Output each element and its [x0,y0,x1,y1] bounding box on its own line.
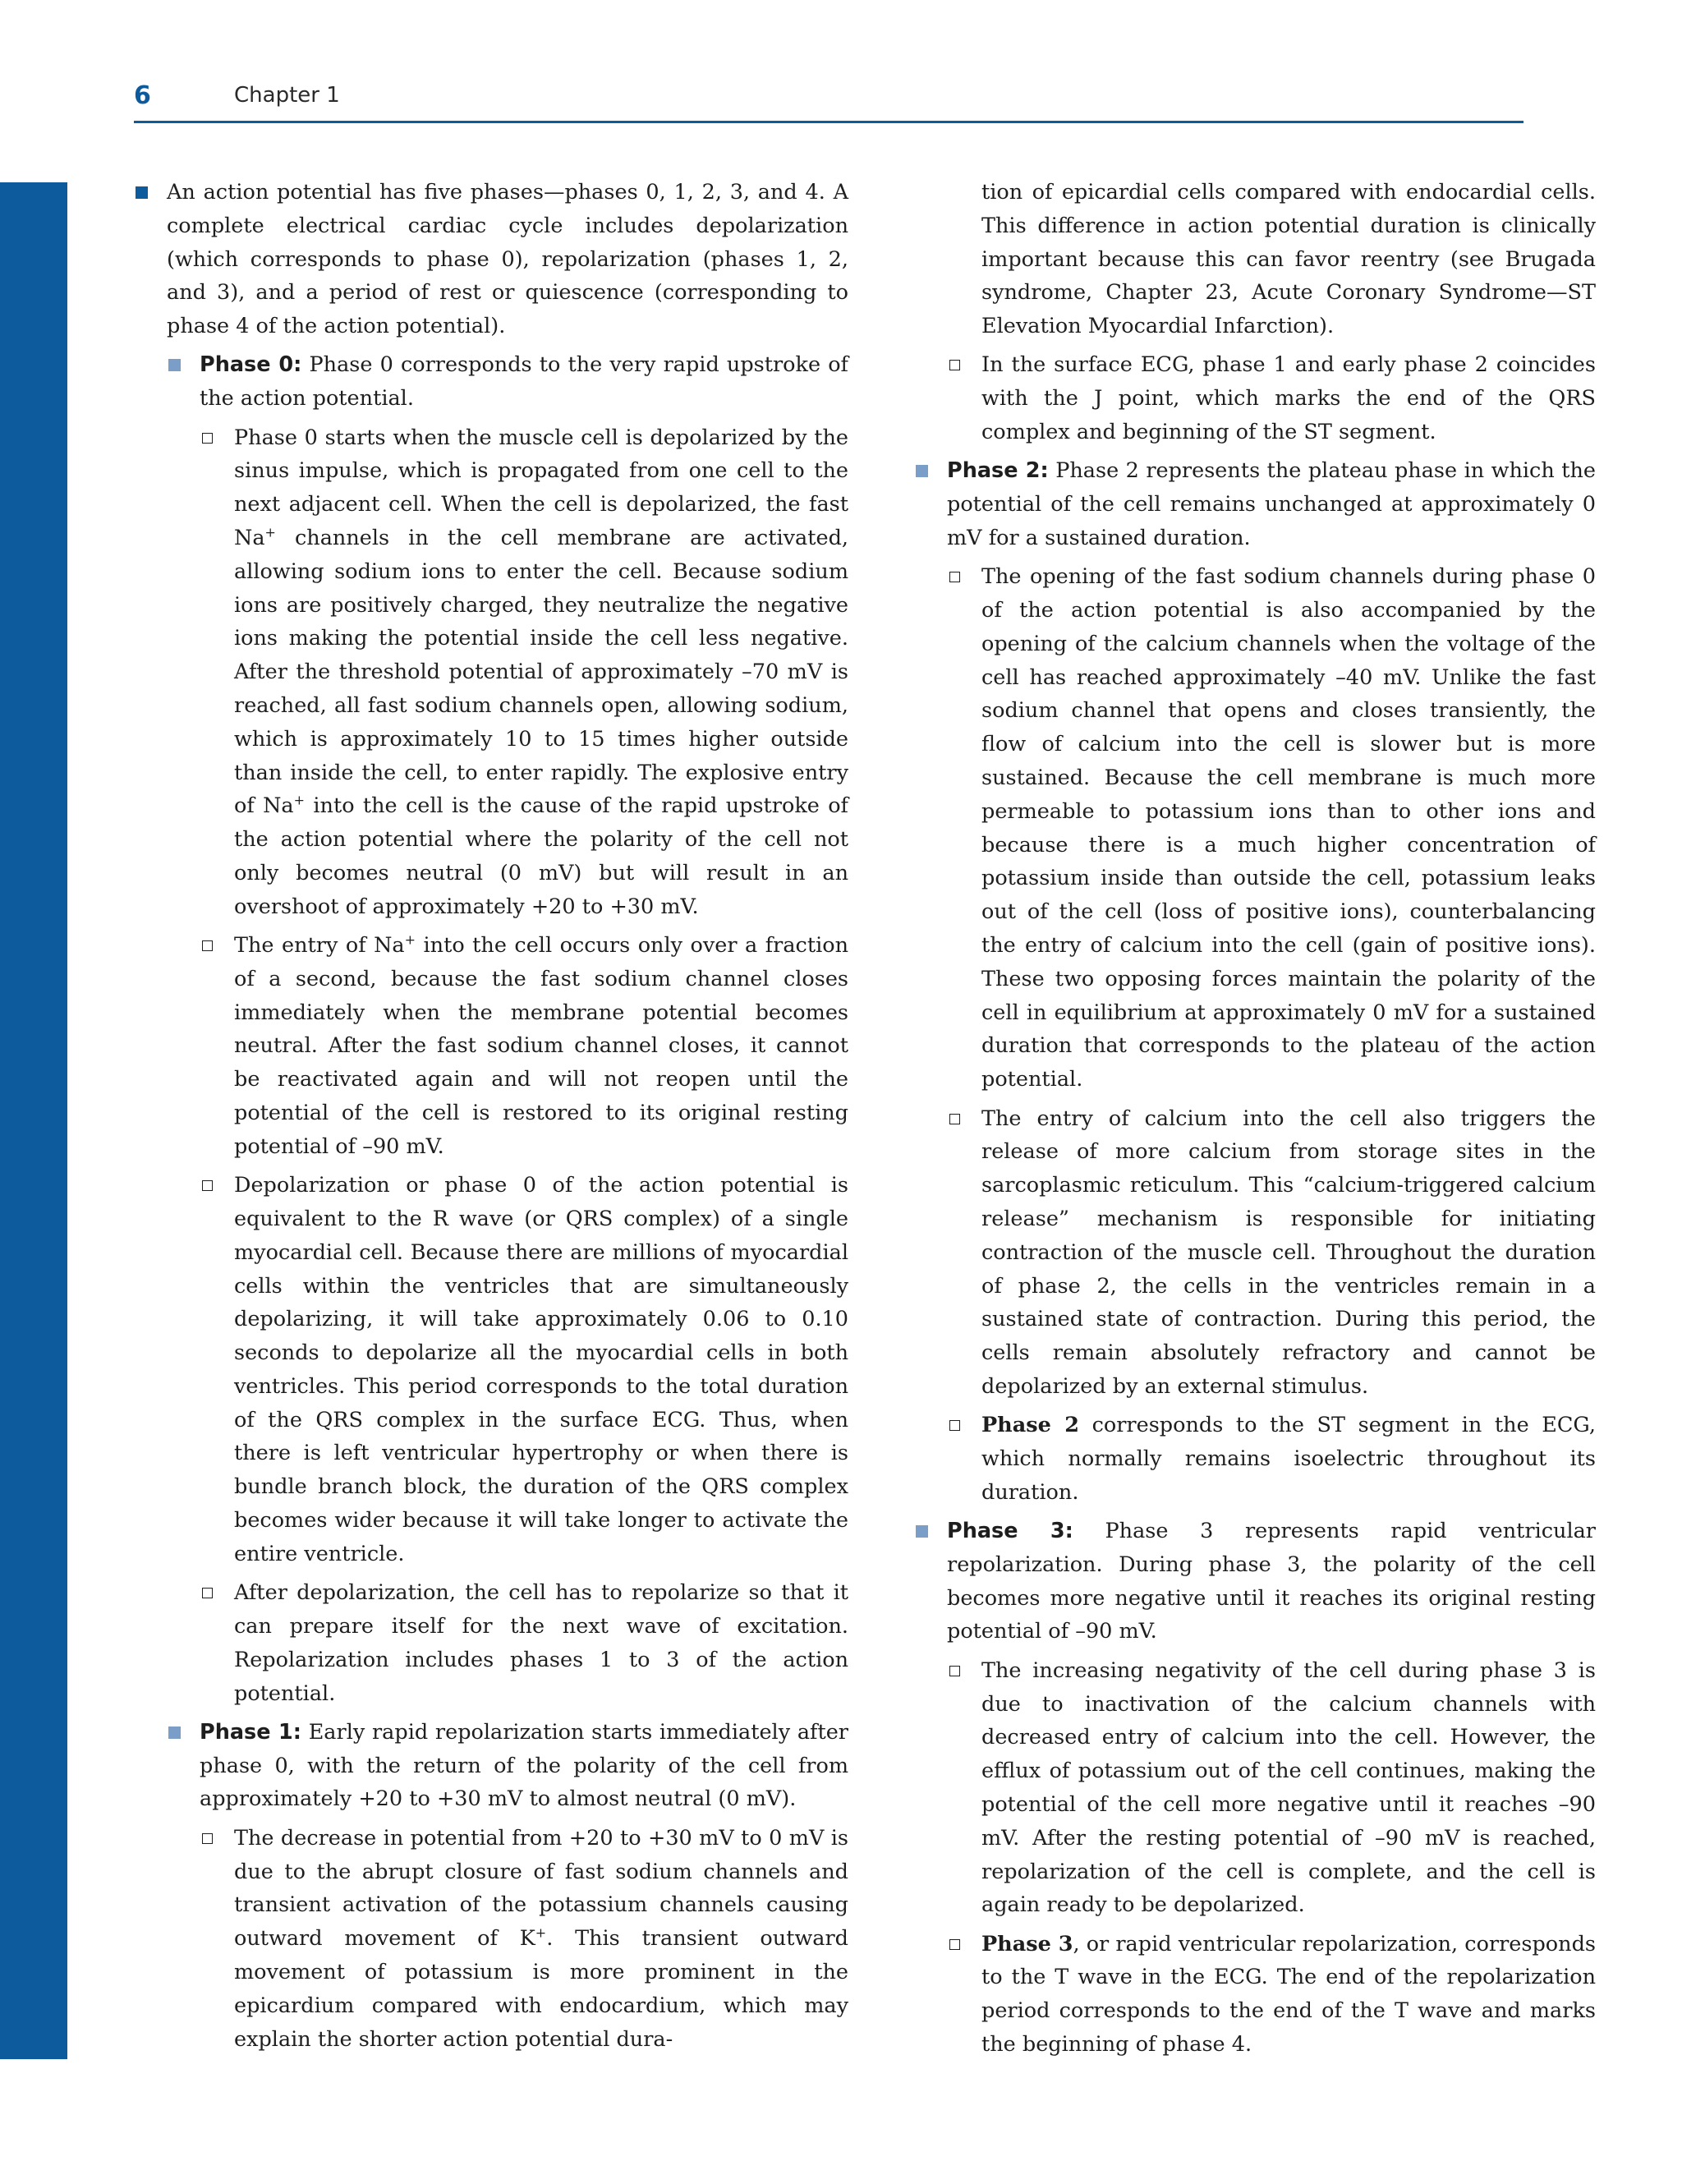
paragraph-text: The decrease in potential from +20 to +30 mV to 0 mV is due to the abrupt closure of fast sodium channels and transient activation of the potassium channels causing outward movement of K [234,1825,848,1952]
checkbox-square-icon [949,360,960,370]
superscript: + [535,1924,547,1941]
paragraph-text: corresponds to the ST segment in the ECG, which normally remains isoelectric throughout its duration. [981,1413,1596,1505]
phase-heading: Phase 3: [947,1519,1073,1544]
paragraph-text: The entry of Na [234,933,405,959]
chapter-side-tab [0,182,67,2059]
superscript: + [293,792,306,808]
paragraph-text: The entry of calcium into the cell also triggers the release of more calcium from storage sites in the sarcoplasmic reticulum. This “calcium-triggered calcium release” mechanism is responsible for initiating contraction of the muscle cell. Throughout the duration of phase 2, the cells in the ventricles remain in a sustained state of contraction. During this period, the cells remain absolutely refractory and cannot be depolarized by an external stimulus. [981,1106,1596,1399]
list-item [881,560,1596,1097]
list-item [134,348,848,416]
page-header [134,78,1523,123]
bullet-square-icon [168,359,181,371]
paragraph-text: channels in the cell membrane are activated, allowing sodium ions to enter the cell. Because sodium ions are positively charged, they neutralize the negative ions making the potential inside the cell less negative. After the threshold potential of approximately –70 mV is reached, all fast sodium channels open, allowing sodium, which is approximately 10 to 15 times higher outside than inside the cell, to enter rapidly. The explosive entry of Na [234,525,848,819]
bullet-square-icon [168,1727,181,1739]
paragraph-text: An action potential has five phases—phases 0, 1, 2, 3, and 4. A complete electrical cardiac cycle includes depolarization (which corresponds to phase 0), repolarization (phases 1, 2, and 3), and a period of rest or quiescence (corresponding to phase 4 of the action potential). [167,180,848,339]
bullet-square-icon [136,186,148,199]
list-item [134,1822,848,2057]
checkbox-square-icon [202,1833,213,1844]
list-item [881,1409,1596,1509]
list-item [134,1576,848,1710]
continued-paragraph [881,176,1596,343]
paragraph-text: Depolarization or phase 0 of the action potential is equivalent to the R wave (or QRS complex) of a single myocardial cell. Because there are millions of myocardial cells within the ventricles that are simultaneously depolarizing, it will take approximately 0.06 to 0.10 seconds to depolarize all the myocardial cells in both ventricles. This period corresponds to the total duration of the QRS complex in the surface ECG. Thus, when there is left ventricular hypertrophy or when there is bundle branch block, the duration of the QRS complex becomes wider because it will take longer to activate the entire ventricle. [234,1173,848,1566]
bold-term: Phase 2 [981,1413,1079,1438]
list-item [881,1654,1596,1922]
phase-heading: Phase 1: [200,1719,301,1745]
bullet-square-icon [916,465,928,477]
list-item [134,421,848,924]
phase-heading: Phase 0: [200,352,302,378]
list-item [134,176,848,343]
list-item [881,454,1596,554]
paragraph-text: . This transient outward movement of potassium is more prominent in the epicardium compared with endocardium, which may explain the shorter action potential dura- [234,1926,848,2052]
phase-heading: Phase 2: [947,458,1049,484]
paragraph-text: Early rapid repolarization starts immediately after phase 0, with the return of the polarity of the cell from approximately +20 to +30 mV to almost neutral (0 mV). [200,1719,848,1812]
list-item [881,348,1596,448]
list-item [134,1169,848,1571]
checkbox-square-icon [202,1588,213,1598]
paragraph-text: , or rapid ventricular repolarization, corresponds to the T wave in the ECG. The end of the repolarization period corresponds to the end of the T wave and marks the beginning of phase 4. [981,1931,1596,2058]
superscript: + [264,524,276,540]
checkbox-square-icon [949,1420,960,1431]
paragraph-text: Phase 0 corresponds to the very rapid upstroke of the action potential. [200,352,848,412]
checkbox-square-icon [202,1180,213,1191]
checkbox-square-icon [949,1114,960,1124]
paragraph-text: tion of epicardial cells compared with endocardial cells. This difference in action potential duration is clinically important because this can favor reentry (see Brugada syndrome, Chapter 23, Acute Coronary Syndrome—ST Elevation Myocardial Infarction). [981,180,1596,339]
page-number: 6 [134,81,151,110]
superscript: + [404,931,416,948]
list-item [134,929,848,1164]
checkbox-square-icon [949,1666,960,1676]
paragraph-text: into the cell occurs only over a fraction of a second, because the fast sodium channel closes immediately when the membrane potential becomes neutral. After the fast sodium channel closes, it cannot be reactivated again and will not reopen until the potential of the cell is restored to its original resting potential of –90 mV. [234,933,848,1159]
bold-term: Phase 3 [981,1931,1073,1956]
checkbox-square-icon [949,1939,960,1950]
right-column [881,176,1596,2067]
paragraph-text: The opening of the fast sodium channels during phase 0 of the action potential is also accompanied by the opening of the calcium channels when the voltage of the cell has reached approximately –40 mV. Unlike the fast sodium channel that opens and closes transiently, the flow of calcium into the cell is slower but is more sustained. Because the cell membrane is much more permeable to potassium ions than to other ions and because there is a much higher concentration of potassium inside than outside the cell, potassium leaks out of the cell (loss of positive ions), counterbalancing the entry of calcium into the cell (gain of positive ions). These two opposing forces maintain the polarity of the cell in equilibrium at approximately 0 mV for a sustained duration that corresponds to the plateau of the action potential. [981,564,1596,1092]
checkbox-square-icon [202,433,213,444]
checkbox-square-icon [202,940,213,951]
paragraph-text: In the surface ECG, phase 1 and early phase 2 coincides with the J point, which marks the end of the QRS complex and beginning of the ST segment. [981,352,1596,445]
list-item [881,1928,1596,2062]
chapter-title: Chapter 1 [234,83,340,108]
paragraph-text: Phase 3 represents rapid ventricular repolarization. During phase 3, the polarity of the cell becomes more negative until it reaches its original resting potential of –90 mV. [947,1519,1596,1644]
bullet-square-icon [916,1525,928,1538]
paragraph-text: The increasing negativity of the cell during phase 3 is due to inactivation of the calcium channels with decreased entry of calcium into the cell. However, the efflux of potassium out of the cell continues, making the potential of the cell more negative until it reaches –90 mV. After the resting potential of –90 mV is reached, repolarization of the cell is complete, and the cell is again ready to be depolarized. [981,1658,1596,1918]
paragraph-text: into the cell is the cause of the rapid upstroke of the action potential where the polarity of the cell not only becomes neutral (0 mV) but will result in an overshoot of approximately +20 to +30 mV. [234,793,848,919]
paragraph-text: Phase 2 represents the plateau phase in which the potential of the cell remains unchanged at approximately 0 mV for a sustained duration. [947,458,1596,550]
list-item [134,1716,848,1816]
list-item [881,1102,1596,1404]
checkbox-square-icon [949,572,960,582]
paragraph-text: After depolarization, the cell has to repolarize so that it can prepare itself for the next wave of excitation. Repolarization includes phases 1 to 3 of the action potential. [234,1580,848,1706]
paragraph-text: Phase 0 starts when the muscle cell is depolarized by the sinus impulse, which is propagated from one cell to the next adjacent cell. When the cell is depolarized, the fast Na [234,425,848,550]
list-item [881,1515,1596,1648]
left-column [134,176,848,2062]
